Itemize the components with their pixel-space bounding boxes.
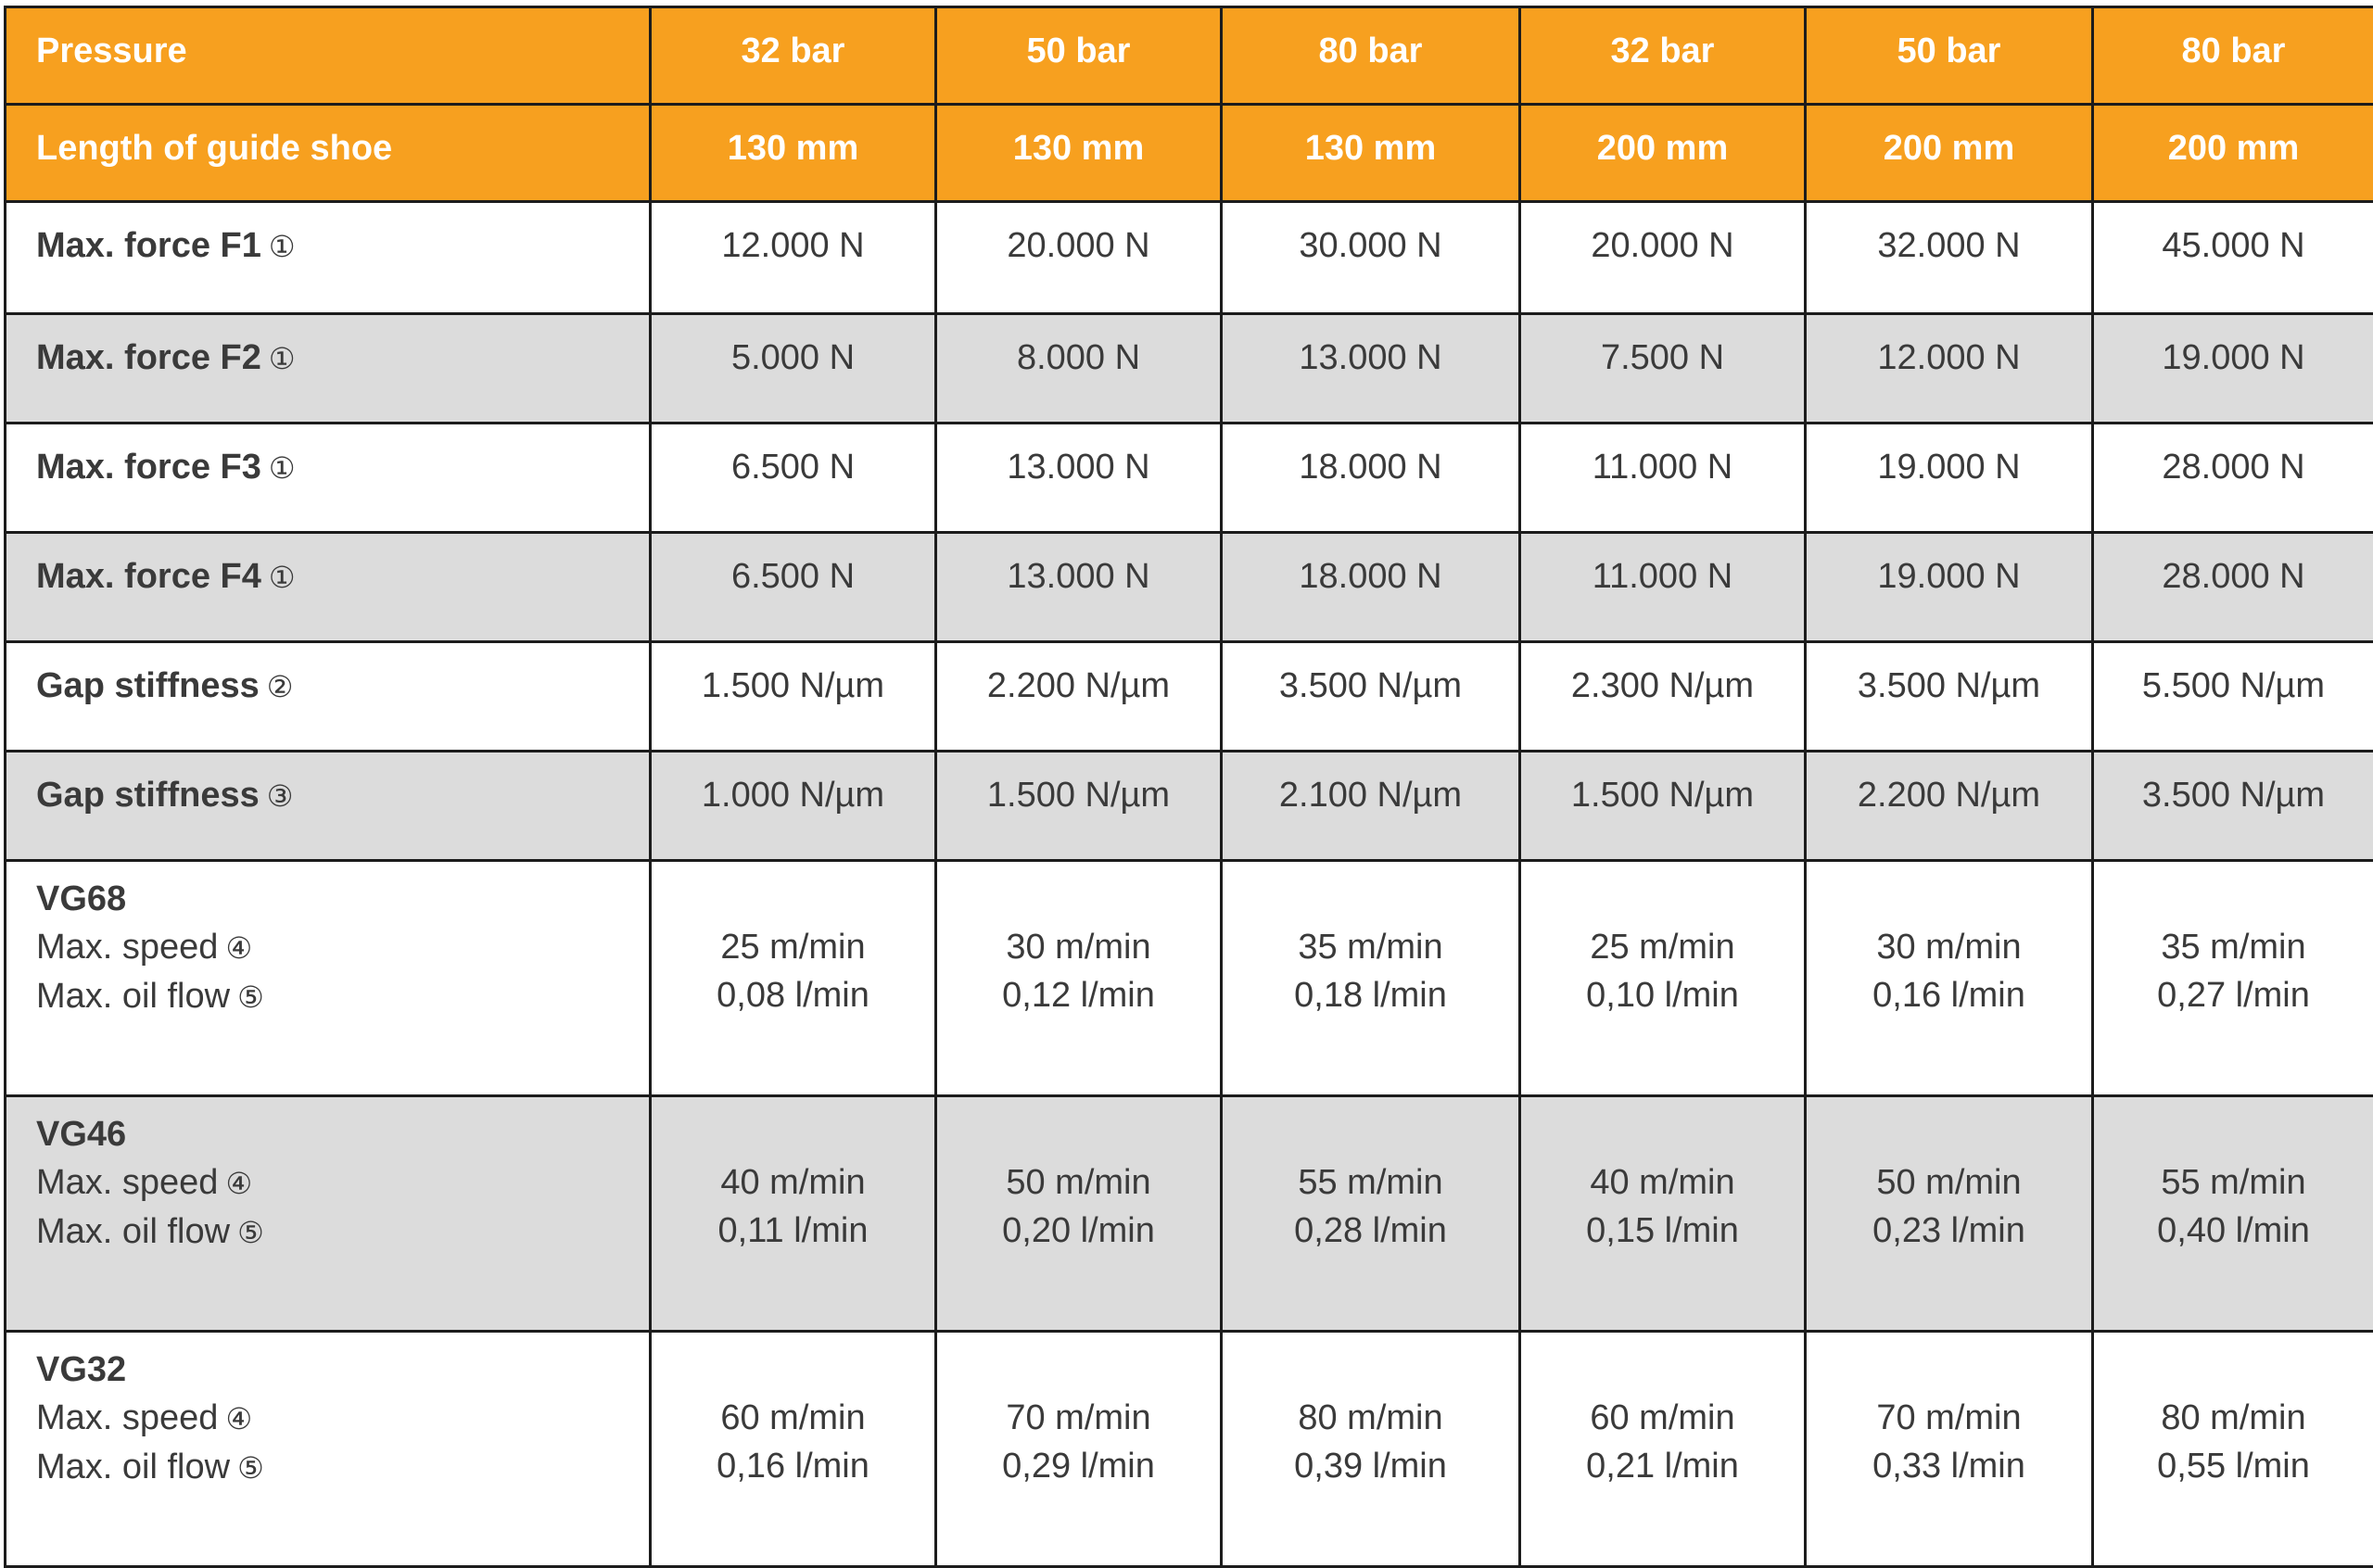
- oil-cell: [936, 861, 1222, 1096]
- oil-cell: [936, 1096, 1222, 1332]
- pressure-value: 80 bar: [2093, 7, 2373, 105]
- table-row: [6, 752, 2373, 861]
- flow-value: 0,55 l/min: [2094, 1442, 2373, 1490]
- oil-cell: [1520, 1332, 1806, 1567]
- pressure-value: 80 bar: [1222, 7, 1520, 105]
- speed-value: 50 m/min: [937, 1158, 1220, 1207]
- table-cell: 2.200 N/µm: [1806, 752, 2093, 861]
- speed-value: 80 m/min: [2094, 1394, 2373, 1442]
- table-cell: 13.000 N: [936, 424, 1222, 533]
- table-cell: 13.000 N: [936, 533, 1222, 642]
- footnote-marker: ④: [225, 1166, 252, 1201]
- speed-value: 25 m/min: [652, 923, 934, 971]
- table-row: [6, 533, 2373, 642]
- oil-group-label: [6, 861, 651, 1096]
- speed-value: 70 m/min: [1807, 1394, 2091, 1442]
- flow-value: 0,29 l/min: [937, 1442, 1220, 1490]
- speed-label-line: [36, 1394, 649, 1443]
- oil-group-label: [6, 1332, 651, 1567]
- oil-group-row: [6, 1332, 2373, 1567]
- table-cell: 19.000 N: [1806, 533, 2093, 642]
- table-cell: 12.000 N: [651, 202, 936, 314]
- table-cell: 5.500 N/µm: [2093, 642, 2373, 752]
- speed-value: 35 m/min: [2094, 923, 2373, 971]
- speed-value: 35 m/min: [1223, 923, 1518, 971]
- speed-value: 55 m/min: [1223, 1158, 1518, 1207]
- oil-grade-name: VG68: [36, 875, 649, 923]
- table-cell: 11.000 N: [1520, 533, 1806, 642]
- table-cell: 7.500 N: [1520, 314, 1806, 424]
- flow-value: 0,15 l/min: [1521, 1207, 1804, 1255]
- table-cell: 19.000 N: [1806, 424, 2093, 533]
- table-cell: 32.000 N: [1806, 202, 2093, 314]
- table-row: [6, 314, 2373, 424]
- length-value: 130 mm: [936, 105, 1222, 202]
- table-cell: 6.500 N: [651, 424, 936, 533]
- length-value: 200 mm: [1806, 105, 2093, 202]
- row-label-text: Max. force F4: [36, 557, 261, 596]
- footnote-marker: ①: [269, 560, 296, 595]
- table-cell: 18.000 N: [1222, 424, 1520, 533]
- oil-grade-name: VG32: [36, 1346, 649, 1394]
- table-cell: 3.500 N/µm: [1222, 642, 1520, 752]
- flow-value: 0,12 l/min: [937, 971, 1220, 1019]
- flow-label-line: [36, 1443, 649, 1492]
- oil-cell: [1806, 861, 2093, 1096]
- oil-cell: [2093, 861, 2373, 1096]
- oil-cell: [1806, 1096, 2093, 1332]
- table-cell: 45.000 N: [2093, 202, 2373, 314]
- row-label: [6, 642, 651, 752]
- table-cell: 2.200 N/µm: [936, 642, 1222, 752]
- pressure-value: 50 bar: [936, 7, 1222, 105]
- row-label-text: Max. force F1: [36, 226, 261, 265]
- oil-cell: [936, 1332, 1222, 1567]
- flow-label: Max. oil flow: [36, 1212, 230, 1251]
- speed-label: Max. speed: [36, 928, 218, 967]
- oil-group-row: [6, 861, 2373, 1096]
- speed-value: 25 m/min: [1521, 923, 1804, 971]
- speed-value: 60 m/min: [1521, 1394, 1804, 1442]
- flow-value: 0,28 l/min: [1223, 1207, 1518, 1255]
- table-cell: 12.000 N: [1806, 314, 2093, 424]
- table-cell: 1.500 N/µm: [1520, 752, 1806, 861]
- flow-label-line: [36, 1208, 649, 1257]
- table-cell: 6.500 N: [651, 533, 936, 642]
- oil-cell: [2093, 1332, 2373, 1567]
- flow-value: 0,16 l/min: [652, 1442, 934, 1490]
- specs-table: [4, 6, 2373, 1568]
- oil-cell: [1222, 1332, 1520, 1567]
- footnote-marker: ⑤: [237, 1215, 264, 1250]
- speed-value: 50 m/min: [1807, 1158, 2091, 1207]
- footnote-marker: ③: [267, 778, 294, 814]
- length-value: 130 mm: [1222, 105, 1520, 202]
- oil-group-label: [6, 1096, 651, 1332]
- speed-label: Max. speed: [36, 1163, 218, 1202]
- flow-label-line: [36, 972, 649, 1021]
- speed-value: 60 m/min: [652, 1394, 934, 1442]
- footnote-marker: ⑤: [237, 980, 264, 1015]
- pressure-value: 32 bar: [651, 7, 936, 105]
- speed-label: Max. speed: [36, 1398, 218, 1437]
- oil-cell: [1222, 861, 1520, 1096]
- speed-label-line: [36, 1158, 649, 1208]
- flow-value: 0,39 l/min: [1223, 1442, 1518, 1490]
- table-cell: 11.000 N: [1520, 424, 1806, 533]
- length-value: 200 mm: [1520, 105, 1806, 202]
- table-cell: 1.500 N/µm: [936, 752, 1222, 861]
- table-row: [6, 424, 2373, 533]
- table-cell: 8.000 N: [936, 314, 1222, 424]
- speed-value: 30 m/min: [937, 923, 1220, 971]
- speed-value: 30 m/min: [1807, 923, 2091, 971]
- speed-value: 40 m/min: [1521, 1158, 1804, 1207]
- row-label-text: Gap stiffness: [36, 776, 260, 815]
- length-value: 130 mm: [651, 105, 936, 202]
- oil-cell: [2093, 1096, 2373, 1332]
- table-cell: 2.300 N/µm: [1520, 642, 1806, 752]
- oil-cell: [1222, 1096, 1520, 1332]
- table-row: [6, 202, 2373, 314]
- table-cell: 18.000 N: [1222, 533, 1520, 642]
- pressure-label: Pressure: [6, 7, 651, 105]
- table-cell: 20.000 N: [936, 202, 1222, 314]
- flow-value: 0,33 l/min: [1807, 1442, 2091, 1490]
- speed-value: 70 m/min: [937, 1394, 1220, 1442]
- table-cell: 3.500 N/µm: [1806, 642, 2093, 752]
- flow-value: 0,18 l/min: [1223, 971, 1518, 1019]
- flow-value: 0,16 l/min: [1807, 971, 2091, 1019]
- flow-value: 0,11 l/min: [652, 1207, 934, 1255]
- oil-grade-name: VG46: [36, 1110, 649, 1158]
- table-cell: 3.500 N/µm: [2093, 752, 2373, 861]
- table-cell: 1.000 N/µm: [651, 752, 936, 861]
- oil-cell: [1806, 1332, 2093, 1567]
- flow-value: 0,40 l/min: [2094, 1207, 2373, 1255]
- footnote-marker: ①: [269, 229, 296, 264]
- row-label: [6, 533, 651, 642]
- row-label-text: Max. force F2: [36, 338, 261, 377]
- footnote-marker: ⑤: [237, 1450, 264, 1486]
- oil-cell: [651, 1332, 936, 1567]
- speed-value: 55 m/min: [2094, 1158, 2373, 1207]
- flow-value: 0,10 l/min: [1521, 971, 1804, 1019]
- flow-value: 0,20 l/min: [937, 1207, 1220, 1255]
- row-label: [6, 752, 651, 861]
- footnote-marker: ①: [269, 450, 296, 486]
- row-label: [6, 424, 651, 533]
- flow-value: 0,21 l/min: [1521, 1442, 1804, 1490]
- table-cell: 13.000 N: [1222, 314, 1520, 424]
- oil-group-row: [6, 1096, 2373, 1332]
- flow-label: Max. oil flow: [36, 977, 230, 1016]
- length-label: Length of guide shoe: [6, 105, 651, 202]
- flow-value: 0,23 l/min: [1807, 1207, 2091, 1255]
- flow-value: 0,08 l/min: [652, 971, 934, 1019]
- table-row: [6, 642, 2373, 752]
- table-cell: 2.100 N/µm: [1222, 752, 1520, 861]
- oil-cell: [651, 861, 936, 1096]
- table-cell: 28.000 N: [2093, 424, 2373, 533]
- row-label-text: Gap stiffness: [36, 666, 260, 705]
- footnote-marker: ④: [225, 930, 252, 966]
- flow-value: 0,27 l/min: [2094, 971, 2373, 1019]
- table-cell: 5.000 N: [651, 314, 936, 424]
- pressure-value: 50 bar: [1806, 7, 2093, 105]
- oil-cell: [1520, 861, 1806, 1096]
- oil-cell: [1520, 1096, 1806, 1332]
- table-cell: 28.000 N: [2093, 533, 2373, 642]
- footnote-marker: ②: [267, 669, 294, 704]
- oil-cell: [651, 1096, 936, 1332]
- length-value: 200 mm: [2093, 105, 2373, 202]
- flow-label: Max. oil flow: [36, 1448, 230, 1486]
- row-label: [6, 314, 651, 424]
- pressure-header-row: [6, 7, 2373, 105]
- row-label: [6, 202, 651, 314]
- pressure-value: 32 bar: [1520, 7, 1806, 105]
- table-cell: 20.000 N: [1520, 202, 1806, 314]
- table-cell: 30.000 N: [1222, 202, 1520, 314]
- table-cell: 19.000 N: [2093, 314, 2373, 424]
- speed-value: 80 m/min: [1223, 1394, 1518, 1442]
- footnote-marker: ④: [225, 1401, 252, 1436]
- speed-value: 40 m/min: [652, 1158, 934, 1207]
- length-header-row: [6, 105, 2373, 202]
- speed-label-line: [36, 923, 649, 972]
- footnote-marker: ①: [269, 341, 296, 376]
- row-label-text: Max. force F3: [36, 448, 261, 487]
- table-cell: 1.500 N/µm: [651, 642, 936, 752]
